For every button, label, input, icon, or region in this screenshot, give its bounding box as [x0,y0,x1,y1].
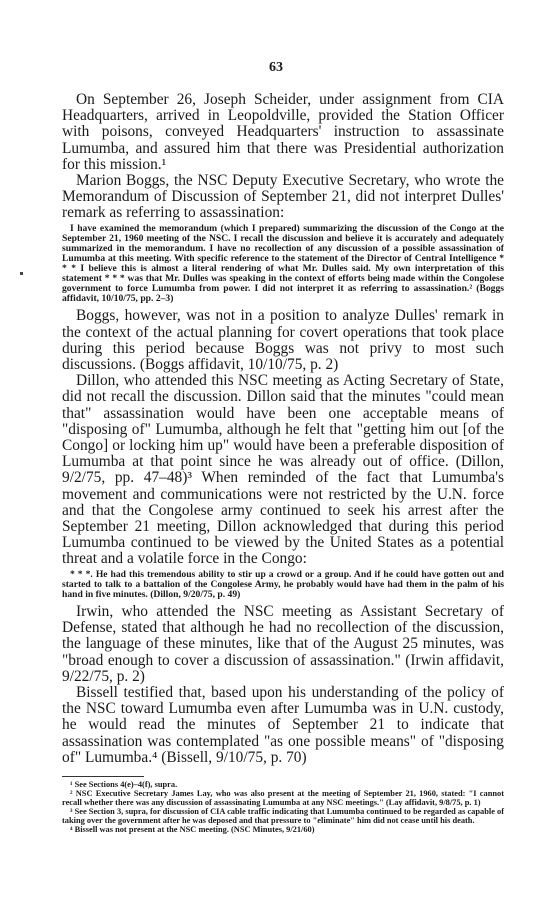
footnote: ² NSC Executive Secretary James Lay, who was also present at the meeting of September 21, 1960, stated: "I cannot recall whether there was any discussion of assassinating Lumumba at any NSC meetings." (Lay affidavit, 9/8/75, p. 1) [62,788,504,807]
paragraph: Bissell testified that, based upon his understanding of the policy of the NSC toward Lumumba even after Lumumba was in U.N. custody, he would read the minutes of September 21 to indicate that assassination was contemplated "as one possible means" of "disposing of" Lumumba.⁴ (Bissell, 9/10/75, p. 70) [62,683,504,766]
block-quote [62,570,504,600]
block-quote-text: * * *. He had this tremendous ability to stir up a crowd or a group. And if he could have gotten out and started to talk to a battalion of the Congolese Army, he probably would have had them in the palm of his hand in five minutes. (Dillon, 9/20/75, p. 49) [62,568,504,600]
block-quote-text: I have examined the memorandum (which I prepared) summarizing the discussion of the Congo at the September 21, 1960 meeting of the NSC. I recall the discussion and believe it is accurately and adequately summarized in the memorandum. I have no recollection of any discussion of a possible assassination of Lumumba at this meeting. With specific reference to the statement of the Director of Central Intelligence * * * I believe this is almost a literal rendering of what Mr. Dulles said. My own interpretation of this statement * * * was that Mr. Dulles was speaking in the context of efforts being made within the Congolese government to force Lumumba from power. I did not interpret it as referring to assassination.² (Boggs affidavit, 10/10/75, pp. 2–3) [62,222,504,305]
footnote-divider [62,776,144,777]
footnotes [62,780,504,834]
footnote: ³ See Section 3, supra, for discussion of CIA cable traffic indicating that Lumumba continued to be regarded as capable of taking over the government after he was deposed and that pressure to "eliminate" him did not cease until his death. [62,806,504,825]
page-content [62,92,504,834]
paragraph: Boggs, however, was not in a position to analyze Dulles' remark in the context of the actual planning for covert operations that took place during this period because Boggs was not privy to most such discussions. (Boggs affidavit, 10/10/75, p. 2) [62,307,504,373]
block-quote [62,224,504,305]
paragraph: Marion Boggs, the NSC Deputy Executive Secretary, who wrote the Memorandum of Discussion of September 21, did not interpret Dulles' remark as referring to assassination: [62,172,504,222]
paragraph: On September 26, Joseph Scheider, under assignment from CIA Headquarters, arrived in Leopoldville, provided the Station Officer with poisons, conveyed Headquarters' instruction to assassinate Lumumba, and assured him that there was Presidential authorization for this mission.¹ [62,91,504,173]
page-number: 63 [269,60,283,75]
paragraph: Irwin, who attended the NSC meeting as Assistant Secretary of Defense, stated that although he had no recollection of the discussion, the language of these minutes, like that of the August 25 minutes, was "broad enough to cover a discussion of assassination." (Irwin affidavit, 9/22/75, p. 2) [62,602,504,685]
margin-mark [20,272,23,275]
footnote: ⁴ Bissell was not present at the NSC meeting. (NSC Minutes, 9/21/60) [70,824,315,834]
paragraph: Dillon, who attended this NSC meeting as Acting Secretary of State, did not recall the discussion. Dillon said that the minutes "could mean that" assassination would have been one acceptable means of "disposing of" Lumumba, although he felt that "getting him out [of the Congo] or locking him up" would have been a preferable disposition of Lumumba at that point since he was already out of office. (Dillon, 9/2/75, pp. 47–48)³ When reminded of the fact that Lumumba's movement and communications were not restricted by the U.N. force and that the Congolese army continued to seek his arrest after the September 21 meeting, Dillon acknowledged that during this period Lumumba continued to be viewed by the United States as a potential threat and a volatile force in the Congo: [62,372,504,568]
footnote: ¹ See Sections 4(e)–4(f), supra. [70,779,178,789]
